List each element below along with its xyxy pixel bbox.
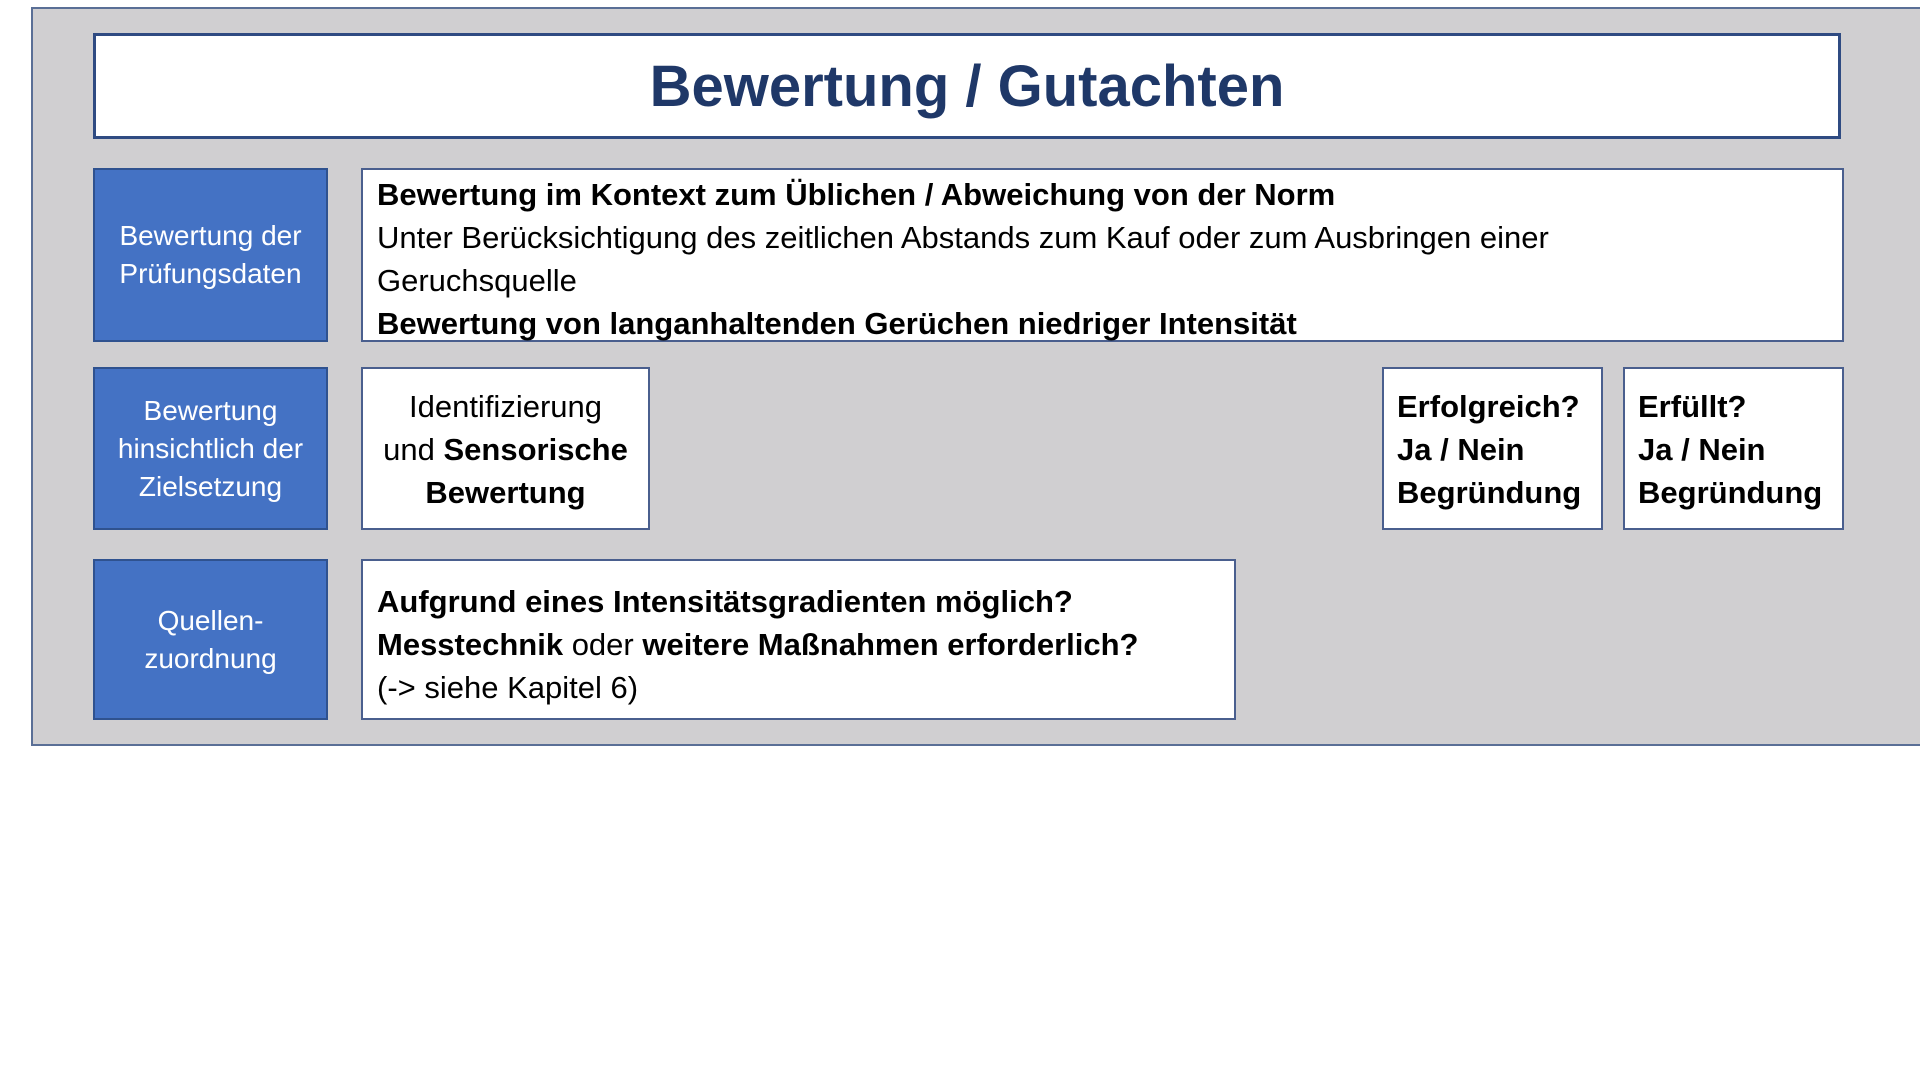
label-quellenzuordnung — [93, 559, 328, 720]
box-line: Ja / Nein — [1397, 432, 1525, 467]
box-fulfilled — [1623, 367, 1844, 530]
box-line: Unter Berücksichtigung des zeitlichen Abstands zum Kauf oder zum Ausbringen einer — [377, 220, 1549, 255]
box-line: Bewertung von langanhaltenden Gerüchen niedriger Intensität — [377, 306, 1297, 341]
box-line: Identifizierung — [408, 389, 602, 424]
box-line: Aufgrund eines Intensitätsgradienten möglich? — [377, 584, 1073, 619]
label-pruefungsdaten — [93, 168, 328, 342]
label-line: Quellen- — [157, 604, 264, 636]
box-line: Begründung — [1638, 475, 1823, 510]
box-text-bold: weitere Maßnahmen erforderlich? — [642, 627, 1139, 662]
box-norm-evaluation — [361, 168, 1844, 342]
box-line: Geruchsquelle — [377, 263, 577, 298]
box-line: Bewertung — [425, 475, 586, 510]
box-text-bold: Sensorische — [443, 432, 628, 467]
box-source-attribution — [361, 559, 1236, 720]
box-line: Erfolgreich? — [1397, 389, 1580, 424]
label-line: hinsichtlich der — [117, 432, 304, 464]
box-text: oder — [563, 627, 643, 662]
box-line: Begründung — [1397, 475, 1582, 510]
label-zielsetzung — [93, 367, 328, 530]
box-line: Erfüllt? — [1638, 389, 1747, 424]
box-line: (-> siehe Kapitel 6) — [377, 670, 639, 705]
label-line: Bewertung — [143, 394, 278, 426]
box-line — [377, 623, 1220, 666]
label-line: Bewertung der — [119, 220, 302, 251]
diagram-title: Bewertung / Gutachten — [649, 53, 1285, 119]
label-line: Prüfungsdaten — [119, 258, 302, 289]
box-success — [1382, 367, 1603, 530]
box-text: und — [383, 432, 444, 467]
label-line: Zielsetzung — [138, 470, 283, 502]
title-box — [93, 33, 1841, 139]
box-line — [367, 428, 644, 471]
label-line: zuordnung — [144, 642, 277, 674]
box-line: Bewertung im Kontext zum Üblichen / Abweichung von der Norm — [377, 177, 1336, 212]
box-line: Ja / Nein — [1638, 432, 1766, 467]
box-sensory-evaluation — [361, 367, 650, 530]
box-text-bold: Messtechnik — [377, 627, 564, 662]
